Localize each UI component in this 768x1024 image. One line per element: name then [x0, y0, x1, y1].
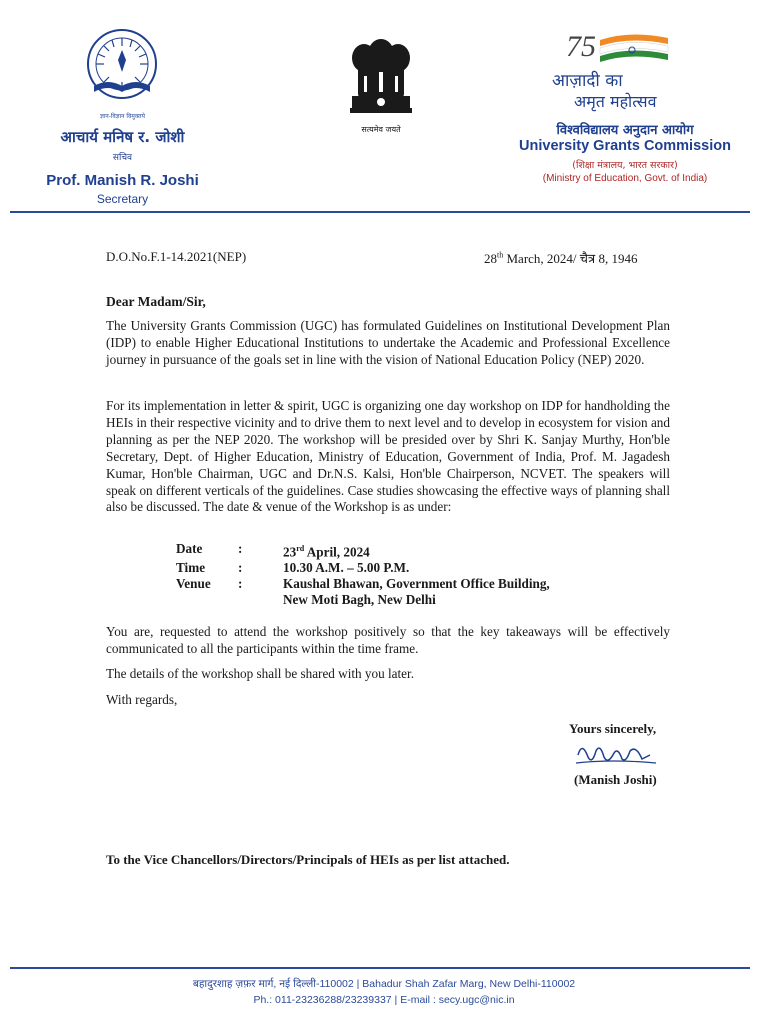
detail-venue-line2: New Moti Bagh, New Delhi — [283, 592, 436, 608]
footer-address: बहादुरशाह ज़फ़र मार्ग, नई दिल्ली-110002 | Bahadur Shah Zafar Marg, New Delhi-110002 — [192, 978, 576, 990]
salutation: Dear Madam/Sir, — [106, 294, 206, 309]
azadi-text-line1: आज़ादी का — [552, 71, 623, 91]
signer-name: (Manish Joshi) — [574, 772, 657, 787]
azadi-number: 75 — [566, 30, 596, 63]
reference-number: D.O.No.F.1-14.2021(NEP) — [106, 249, 247, 264]
ugc-emblem-icon — [82, 26, 162, 106]
azadi-ka-amrit-mahotsav-logo-icon — [560, 26, 672, 70]
secretary-name-hindi: आचार्य मनिष र. जोशी — [60, 128, 185, 146]
detail-row-date — [176, 541, 550, 560]
detail-row-venue — [176, 576, 550, 608]
national-emblem-icon — [344, 36, 418, 126]
paragraph-5: With regards, — [106, 692, 178, 707]
secretary-title-english: Secretary — [96, 192, 149, 206]
letter-date-rest: March, 2024/ चैत्र 8, 1946 — [503, 251, 638, 266]
secretary-title-hindi: सचिव — [112, 153, 133, 163]
letter-date — [484, 249, 637, 267]
org-name-english: University Grants Commission — [519, 138, 731, 154]
detail-date-value — [283, 541, 550, 560]
letter-date-day: 28 — [484, 251, 497, 266]
addressee: To the Vice Chancellors/Directors/Principals of HEIs as per list attached. — [106, 852, 510, 867]
footer-divider — [10, 967, 750, 969]
secretary-name-english: Prof. Manish R. Joshi — [46, 172, 199, 189]
detail-time-value: 10.30 A.M. – 5.00 P.M. — [283, 560, 410, 576]
detail-date-day: 23 — [283, 544, 297, 560]
closing: Yours sincerely, — [569, 721, 657, 736]
letter-date-suffix: th — [497, 250, 504, 260]
detail-venue-line1: Kaushal Bhawan, Government Office Building, — [283, 576, 550, 592]
paragraph-2: For its implementation in letter & spirit, UGC is organizing one day workshop on IDP for handholding the HEIs in their respective vicinity and to drive them to next level and to develop in ecosystem for vision and planning as per the NEP 2020. The workshop will be presided over by Shri K. Sanjay Murthy, Hon'ble Secretary, Dept. of Higher Education, Ministry of Education, Government of India, Prof. M. Jagadesh Kumar, Hon'ble Chairman, UGC and Dr.N.S. Kalsi, Hon'ble Chairperson, NCVET. The speakers will speak on different verticals of the guidelines. Case studies showcasing the effective ways of planning shall also be discussed. The date & venue of the Workshop is as under: — [106, 398, 670, 515]
detail-colon: : — [238, 576, 243, 592]
ministry-hindi: (शिक्षा मंत्रालय, भारत सरकार) — [572, 160, 678, 171]
detail-venue-value — [283, 576, 550, 608]
paragraph-1: The University Grants Commission (UGC) has formulated Guidelines on Institutional Development Plan (IDP) to enable Higher Educational Institutions to undertake the Academic and Professional Excellence journey in pursuance of the goals set in line with the vision of National Education Policy (NEP) 2020. — [106, 318, 670, 367]
ministry-english: (Ministry of Education, Govt. of India) — [542, 173, 708, 184]
footer-contact: Ph.: 011-23236288/23239337 | E-mail : secy.ugc@nic.in — [253, 994, 515, 1006]
detail-date-label: Date — [176, 541, 203, 556]
ugc-tagline: ज्ञान-विज्ञान विमुक्तये — [99, 113, 146, 120]
detail-venue-label: Venue — [176, 576, 211, 592]
paragraph-4: The details of the workshop shall be shared with you later. — [106, 666, 414, 681]
paragraph-3: You are, requested to attend the workshop positively so that the key takeaways will be effectively communicated to all the participants within the time frame. — [106, 624, 670, 656]
azadi-text-line2: अमृत महोत्सव — [574, 92, 657, 111]
signature-icon — [572, 737, 662, 771]
detail-colon: : — [238, 541, 243, 556]
detail-row-time — [176, 560, 550, 576]
detail-date-rest: April, 2024 — [304, 544, 370, 560]
detail-time-label: Time — [176, 560, 206, 576]
detail-date-suffix: rd — [296, 544, 305, 553]
header-divider — [10, 211, 750, 213]
national-motto: सत्यमेव जयते — [361, 125, 401, 134]
detail-colon: : — [238, 560, 243, 576]
workshop-details — [176, 541, 550, 608]
org-name-hindi: विश्वविद्यालय अनुदान आयोग — [556, 123, 694, 138]
